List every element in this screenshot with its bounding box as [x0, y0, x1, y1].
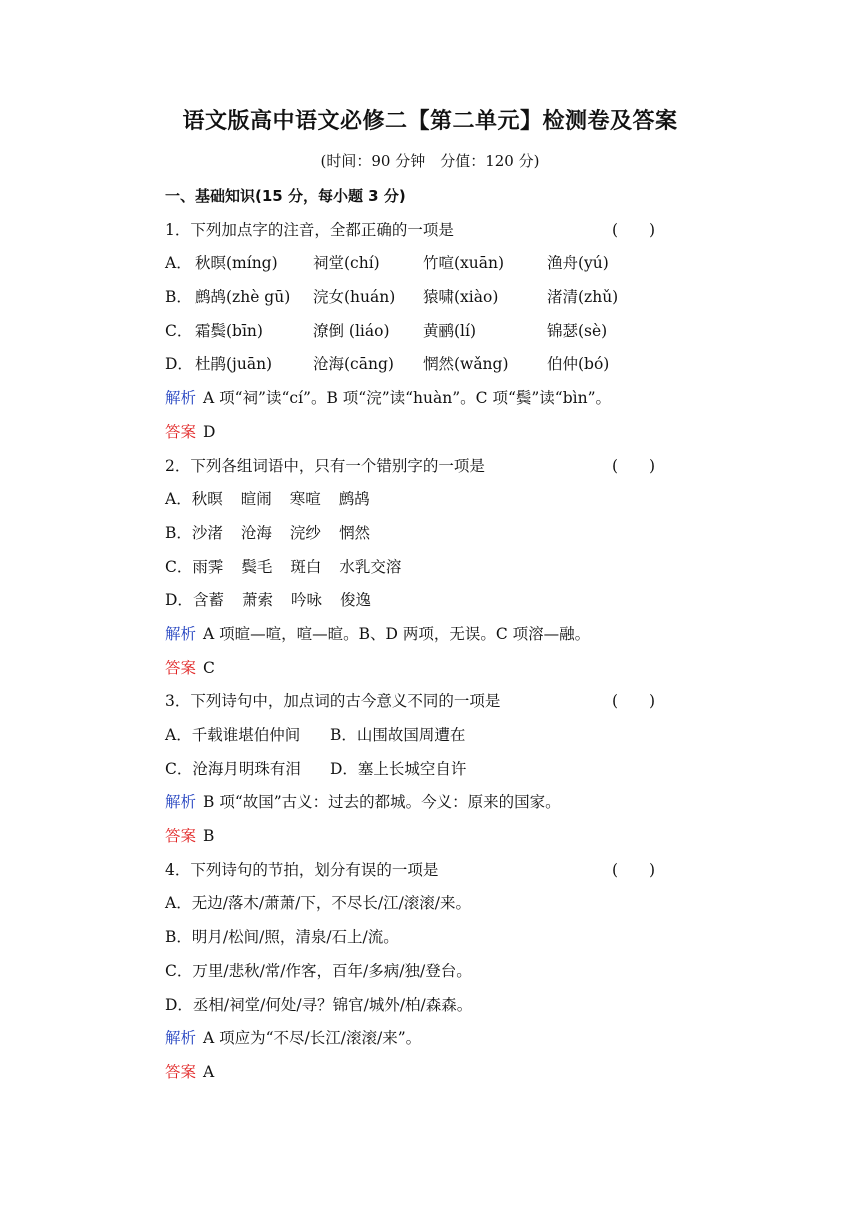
- question-1-option-b: [165, 281, 765, 315]
- answer-blank: ( ): [612, 220, 656, 239]
- question-text: 4．下列诗句的节拍，划分有误的一项是: [165, 860, 439, 879]
- option-cell: 斑白: [290, 557, 322, 576]
- answer-label: 答案: [165, 658, 197, 677]
- option-label: D．: [165, 591, 193, 610]
- analysis-text: A 项应为“不尽/长江/滚滚/来”。: [203, 1029, 422, 1048]
- option-cell: 霜鬓(bīn): [195, 321, 263, 340]
- question-4-option-c: C．万里/悲秋/常/作客，百年/多病/独/登台。: [165, 961, 472, 980]
- option-cell: 惘然(wǎng): [423, 355, 509, 374]
- option-cell: 猿啸(xiào): [423, 288, 499, 307]
- question-2-analysis: [165, 618, 765, 652]
- analysis-label: 解析: [165, 389, 197, 408]
- question-2-option-d: [165, 584, 765, 618]
- exam-meta: (时间：90 分钟 分值：120 分): [320, 152, 540, 170]
- analysis-label: 解析: [165, 1029, 197, 1048]
- answer-text: D: [203, 422, 216, 441]
- option-text: A．千载谁堪伯仲间: [165, 726, 301, 744]
- option-text: B．山围故国周遭在: [330, 726, 466, 744]
- option-cell: 俊逸: [339, 591, 371, 610]
- question-3-options-ab: [165, 719, 765, 753]
- question-1-option-d: [165, 348, 765, 382]
- answer-blank: ( ): [612, 860, 656, 879]
- question-3-stem: [165, 685, 765, 719]
- question-text: 3．下列诗句中，加点词的古今意义不同的一项是: [165, 692, 501, 711]
- option-label: D．: [165, 355, 193, 374]
- answer-blank: ( ): [612, 692, 656, 711]
- option-cell: 水乳交溶: [339, 557, 402, 576]
- question-2-answer: [165, 652, 765, 686]
- question-4-stem: [165, 854, 765, 888]
- analysis-text: B 项“故国”古义：过去的都城。今义：原来的国家。: [203, 793, 561, 812]
- section-heading: 一、基础知识(15 分，每小题 3 分): [165, 187, 406, 205]
- option-cell: 吟咏: [290, 591, 322, 610]
- analysis-label: 解析: [165, 793, 197, 812]
- analysis-label: 解析: [165, 624, 197, 643]
- question-3-options-cd: [165, 753, 765, 787]
- answer-text: B: [203, 827, 215, 846]
- option-cell: 萧索: [241, 591, 273, 610]
- option-cell: 鹧鸪(zhè gū): [195, 288, 291, 307]
- question-text: 2．下列各组词语中，只有一个错别字的一项是: [165, 456, 485, 475]
- answer-text: C: [203, 658, 215, 677]
- option-cell: 暄闹: [240, 490, 272, 509]
- option-cell: 潦倒 (liáo): [313, 321, 390, 340]
- question-1-stem: [165, 214, 765, 248]
- option-label: C．: [165, 557, 193, 576]
- question-3-answer: [165, 820, 765, 854]
- answer-label: 答案: [165, 827, 197, 846]
- option-cell: 鬓毛: [241, 557, 273, 576]
- question-3-analysis: [165, 786, 765, 820]
- option-cell: 锦瑟(sè): [547, 321, 608, 340]
- option-cell: 雨霁: [192, 557, 224, 576]
- question-text: 1．下列加点字的注音，全都正确的一项是: [165, 220, 454, 239]
- question-2-stem: [165, 450, 765, 484]
- question-4-analysis: [165, 1022, 765, 1056]
- option-cell: 祠堂(chí): [313, 254, 380, 273]
- option-text: D．塞上长城空自许: [330, 759, 467, 778]
- question-2-option-a: [165, 483, 765, 517]
- option-cell: 秋暝(míng): [195, 254, 278, 273]
- question-4-option-a: A．无边/落木/萧萧/下，不尽长/江/滚滚/来。: [165, 894, 472, 913]
- option-cell: 竹喧(xuān): [423, 254, 505, 273]
- option-text: C．沧海月明珠有泪: [165, 759, 301, 778]
- option-cell: 沙渚: [191, 523, 223, 542]
- question-4-option-b: B．明月/松间/照，清泉/石上/流。: [165, 928, 399, 947]
- option-cell: 沧海(cāng): [313, 355, 394, 374]
- question-2-option-c: [165, 551, 765, 585]
- question-1-option-a: [165, 247, 765, 281]
- option-cell: 惘然: [338, 523, 370, 542]
- question-1-analysis: [165, 382, 765, 416]
- answer-text: A: [203, 1062, 215, 1081]
- option-cell: 含蓄: [192, 591, 224, 610]
- question-2-option-b: [165, 517, 765, 551]
- analysis-text: A 项暄—喧，喧—暄。B、D 两项，无误。C 项溶—融。: [203, 624, 591, 643]
- option-label: B．: [165, 288, 192, 307]
- option-cell: 浣女(huán): [313, 288, 396, 307]
- option-cell: 黄鹂(lí): [423, 321, 477, 340]
- question-1-answer: [165, 416, 765, 450]
- answer-label: 答案: [165, 1062, 197, 1081]
- option-cell: 鹧鸪: [338, 490, 370, 509]
- option-label: A．: [165, 490, 192, 509]
- option-cell: 伯仲(bó): [547, 355, 610, 374]
- option-cell: 渚清(zhǔ): [547, 288, 619, 307]
- question-4-answer: [165, 1056, 765, 1090]
- option-cell: 沧海: [240, 523, 272, 542]
- option-label: B．: [165, 523, 192, 542]
- option-label: C．: [165, 321, 193, 340]
- option-cell: 渔舟(yú): [547, 254, 609, 273]
- option-cell: 秋暝: [191, 490, 223, 509]
- option-label: A．: [165, 254, 192, 273]
- option-cell: 杜鹃(juān): [195, 355, 273, 374]
- question-1-option-c: [165, 315, 765, 349]
- question-4-option-d: D．丞相/祠堂/何处/寻？锦官/城外/柏/森森。: [165, 995, 473, 1014]
- answer-blank: ( ): [612, 456, 656, 475]
- option-cell: 浣纱: [289, 523, 321, 542]
- analysis-text: A 项“祠”读“cí”。B 项“浣”读“huàn”。C 项“鬓”读“bìn”。: [203, 389, 612, 408]
- page-title: 语文版高中语文必修二【第二单元】检测卷及答案: [182, 109, 678, 134]
- document-content: [165, 180, 765, 1090]
- option-cell: 寒喧: [289, 490, 321, 509]
- answer-label: 答案: [165, 422, 197, 441]
